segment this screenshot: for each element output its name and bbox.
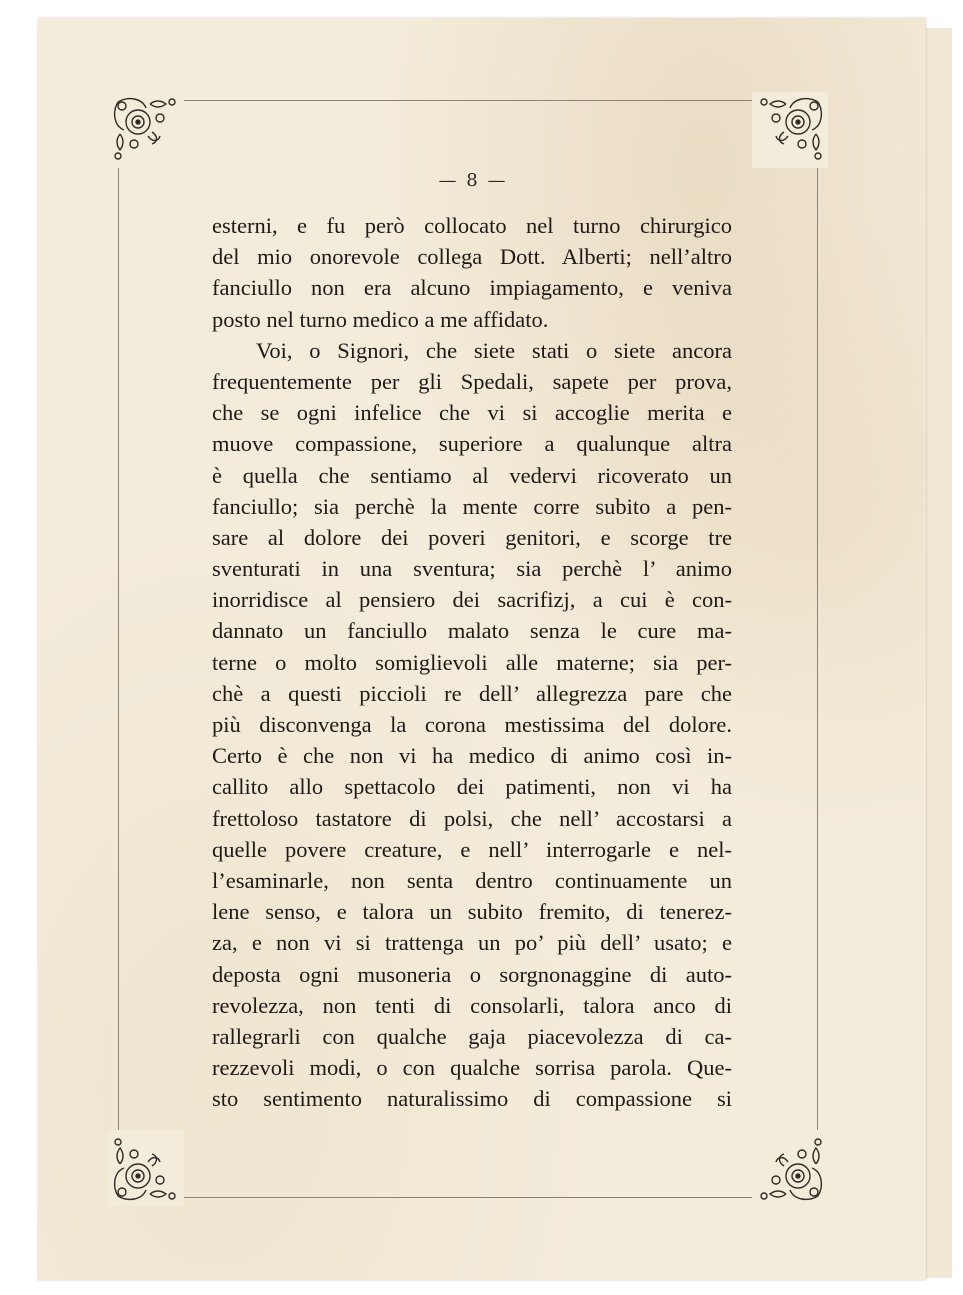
text-line: frequentemente per gli Spedali, sapete per prova, [212, 368, 732, 394]
page-number: — 8 — [438, 170, 508, 191]
corner-ornament-top-left [108, 92, 184, 168]
text-line: Certo è che non vi ha medico di animo così in- [212, 743, 732, 769]
text-line: sventurati in una sventura; sia perchè l’ animo [212, 556, 732, 582]
text-line: revolezza, non tenti di consolarli, talora anco di [212, 992, 732, 1018]
text-line: callito allo spettacolo dei patimenti, non vi ha [212, 774, 732, 800]
text-line: dannato un fanciullo malato senza le cure ma- [212, 618, 732, 644]
text-line: chè a questi piccioli re dell’ allegrezza pare che [212, 680, 732, 706]
text-line: sto sentimento naturalissimo di compassione si [212, 1086, 732, 1112]
scroll-flourish-icon [752, 1130, 828, 1206]
corner-ornament-top-right [752, 92, 828, 168]
corner-ornament-bottom-right [752, 1130, 828, 1206]
text-line: fanciullo non era alcuno impiagamento, e veniva [212, 275, 732, 301]
text-line: terne o molto somiglievoli alle materne; sia per- [212, 649, 732, 675]
text-line: sare al dolore dei poveri genitori, e scorge tre [212, 524, 732, 550]
text-line: deposta ogni musoneria o sorgnonaggine di auto- [212, 961, 732, 987]
text-line: l’esaminarle, non senta dentro continuamente un [212, 867, 732, 893]
text-line: inorridisce al pensiero dei sacrifizj, a cui è con- [212, 587, 732, 613]
text-line: lene senso, e talora un subito fremito, di tenerez- [212, 899, 732, 925]
text-line: esterni, e fu però collocato nel turno chirurgico [212, 213, 732, 238]
text-line: rallegrarli con qualche gaja piacevolezza di ca- [212, 1023, 732, 1049]
text-line: del mio onorevole collega Dott. Alberti; nell’altro [212, 244, 732, 270]
text-line: za, e non vi si trattenga un po’ più dell’ usato; e [212, 930, 732, 956]
scroll-flourish-icon [108, 1130, 184, 1206]
text-line: fanciullo; sia perchè la mente corre subito a pen- [212, 493, 732, 519]
scroll-flourish-icon [108, 92, 184, 168]
text-line: quelle povere creature, e nell’ interrogarle e nel- [212, 836, 732, 862]
text-line: rezzevoli modi, o con qualche sorrisa parola. Que- [212, 1055, 732, 1081]
body-text [212, 210, 732, 1114]
corner-ornament-bottom-left [108, 1130, 184, 1206]
text-line: più disconvenga la corona mestissima del dolore. [212, 712, 732, 737]
scroll-flourish-icon [752, 92, 828, 168]
text-line: frettoloso tastatore di polsi, che nell’ accostarsi a [212, 805, 732, 831]
text-line: Voi, o Signori, che siete stati o siete ancora [256, 337, 732, 363]
text-line: muove compassione, superiore a qualunque altra [212, 431, 732, 457]
text-line: che se ogni infelice che vi si accoglie merita e [212, 400, 732, 426]
text-line: è quella che sentiamo al vedervi ricoverato un [212, 462, 732, 488]
text-line: posto nel turno medico a me affidato. [212, 306, 549, 332]
